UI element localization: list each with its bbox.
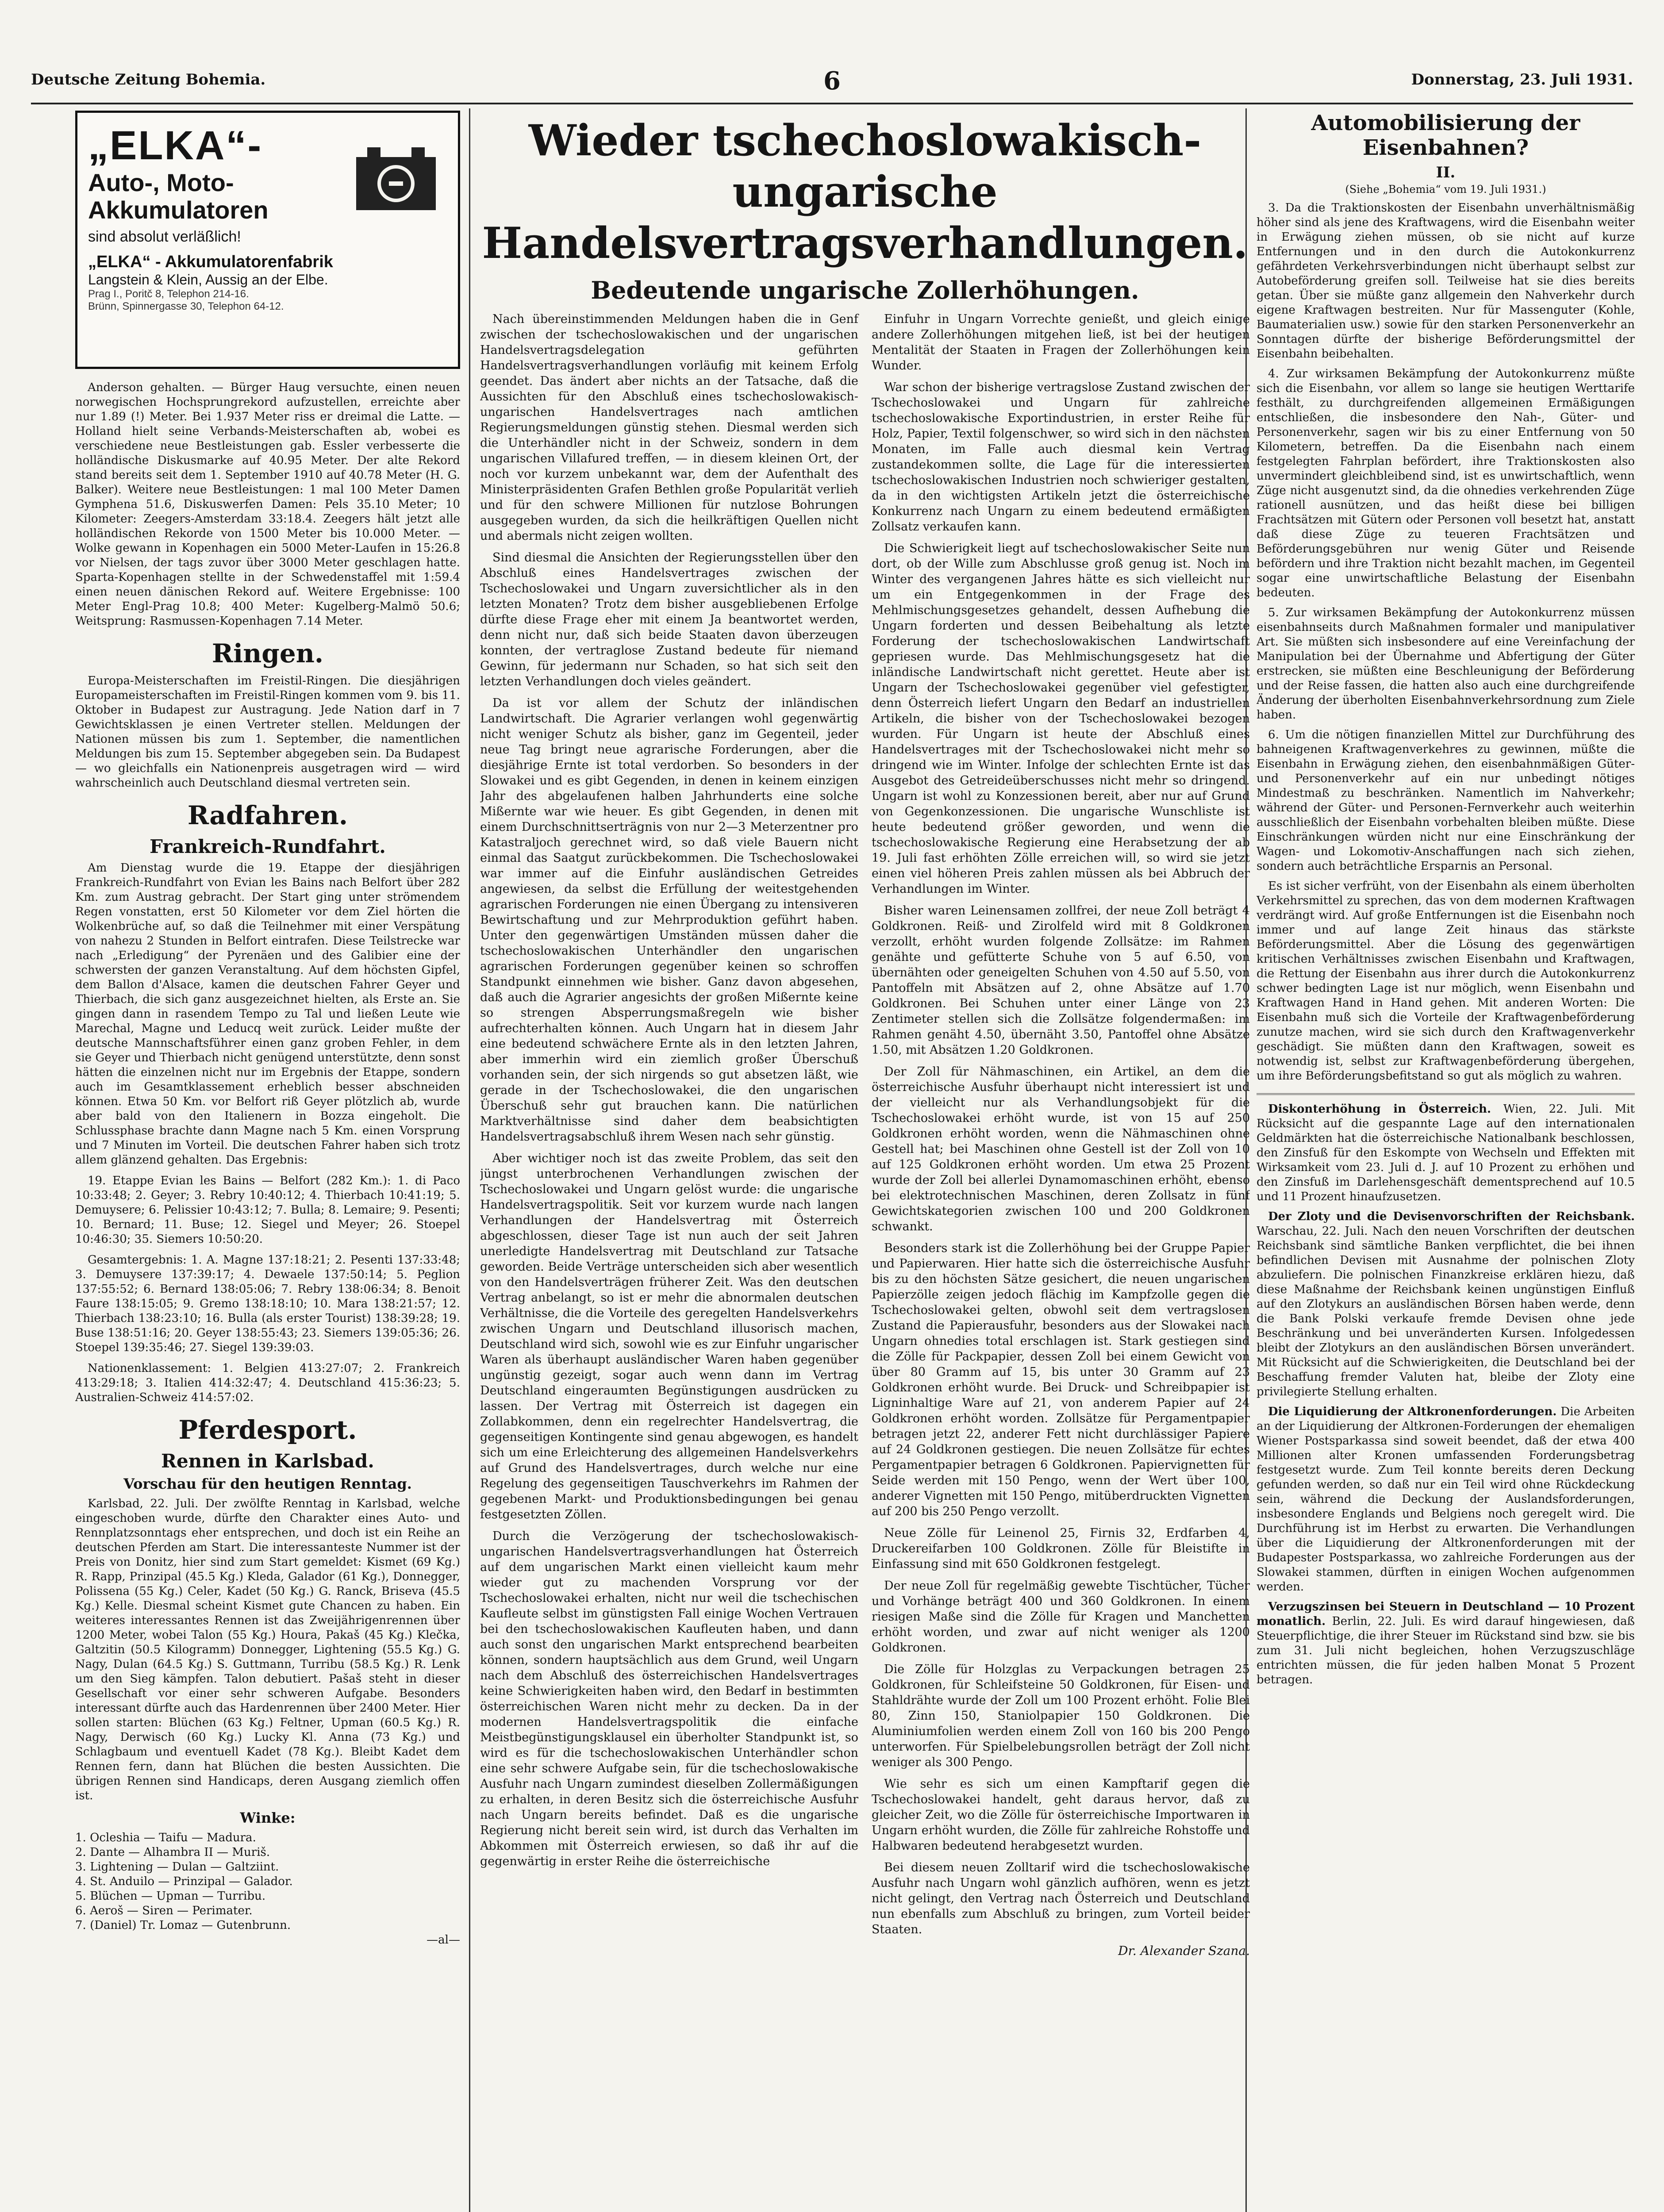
winke-list [75,1831,460,1947]
battery-icon [352,139,440,215]
column-divider [469,108,470,2212]
winke-item: 7. (Daniel) Tr. Lomaz — Gutenbrunn. [75,1919,291,1932]
news-item [1257,1405,1635,1594]
main-article-right [872,311,1250,1958]
article-paragraph: Einfuhr in Ungarn Vorrechte genießt, und gleich einige andere Zollerhöhungen mitgehen ließ, ist bei der heutigen Mentalität der Staaten in Fragen der Zollerhöhungen kein Wunder. [872,312,1250,373]
winke-headline: Winke: [240,1809,296,1826]
ad-line-1: Auto-, Moto- [88,169,234,196]
rennen-article: Karlsbad, 22. Juli. Der zwölfte Renntag in Karlsbad, welche eingeschoben wurde, dürfte den Charakter eines Auto- und Rennplatzsonntags eher entsprechen, und doch ist ein Reihe an deutschen Pferden am Start. Die interessanteste Nummer ist der Preis von Donitz, hier sind zum Start gemeldet: Kismet (69 Kg.) R. Rapp, Prinzipal (45.5 Kg.) Kleda, Galador (61 Kg.), Donnegger, Polissena (55 Kg.) Celer, Kadet (50 Kg.) G. Ranck, Briseva (45.5 Kg.) Kelle. Diesmal scheint Kismet gute Chancen zu haben. Ein weiteres interessantes Rennen ist das Zweijährigenrennen über 1200 Meter, wobei Talon (55 Kg.) Houra, Pakaš (45 Kg.) Klečka, Galtzitin (50.5 Kilogramm) Donnegger, Lightening (55.5 Kg.) G. Nagy, Dulan (64.5 Kg.) S. Guttmann, Turribu (58.5 Kg.) R. Lenk um den Sieg kämpfen. Talon debutiert. Pašaš steht in dieser Gesellschaft vor einer sehr schweren Aufgabe. Besonders interessant dürfte auch das Hardenrennen über 2400 Meter. Hier sollen starten: Blüchen (63 Kg.) Feltner, Upman (60.5 Kg.) R. Nagy, Derwisch (60 Kg.) Lucky Kl. Anna (73 Kg.) und Schlagbaum und eventuell Kadet (78 Kg.). Bleibt Kadet dem Rennen fern, dann hat Blüchen die besten Aussichten. Die übrigen Rennen sind Handicaps, deren Ausgang ziemlich offen ist. [75,1497,460,1802]
winke-item: 1. Ocleshia — Taifu — Madura. [75,1831,256,1844]
article-reference-note: (Siehe „Bohemia“ vom 19. Juli 1931.) [1345,183,1546,196]
main-subheadline: Bedeutende ungarische Zollerhöhungen. [591,276,1139,304]
news-item-title: Verzugszinsen bei Steuern in Deutschland — 10 Prozent monatlich. [1257,1600,1635,1628]
winke-signature: —al— [427,1933,460,1947]
ad-brand: „ELKA“- [88,123,263,168]
main-headline [480,115,1250,269]
main-headline-line-2: Handelsvertragsverhandlungen. [482,218,1248,268]
ringen-article: Europa-Meisterschaften im Freistil-Ringen. Die diesjährigen Europameisterschaften im Freistil-Ringen kommen vom 9. bis 11. Oktober in Budapest zur Austragung. Jede Nation darf in 7 Gewichtsklassen je einen Vertreter stellen. Meldungen der Nationen müssen bis zum 1. September, die namentlichen Meldungen bis zum 15. September abgegeben sein. Da Budapest — wo gleichfalls ein Nationenpreis ausgetragen wird — wird wahrscheinlich auch Deutschland diesmal vertreten sein. [75,674,460,790]
ad-branch-2: Brünn, Spinnergasse 30, Telephon 64-12. [88,300,284,312]
main-article-column [480,111,1250,2212]
rennen-headline: Rennen in Karlsbad. [161,1450,374,1472]
masthead-rule [31,103,1633,104]
issue-date: Donnerstag, 23. Juli 1931. [1411,71,1633,88]
frankreich-article: Am Dienstag wurde die 19. Etappe der diesjährigen Frankreich-Rundfahrt von Evian les Bains nach Belfort über 282 Km. zum Austrag gebracht. Der Start ging unter strömendem Regen vonstatten, erst 50 Kilometer vor dem Ziel hörten die Wolkenbrüche auf, so daß die Teilnehmer mit einer Verspätung von nahezu 2 Stunden in Belfort eintrafen. Diese Teilstrecke war nach „Erledigung“ der Pyrenäen und des Galibier eine der schwersten der ganzen Veranstaltung. Auf dem höchsten Gipfel, dem Ballon d'Alsace, kamen die deutschen Fahrer Geyer und Thierbach, die sich ganz ausgezeichnet hielten, als Erste an. Sie gingen dann in rasendem Tempo zu Tal und ließen Leute wie Marechal, Magne und Leducq weit zurück. Leider mußte der deutsche Mannschaftsführer einen ganz groben Fehler, in dem sie Geyer und Thierbach nicht genügend unterstützte, denn sonst hätten die einzelnen nicht nur im Ergebnis der Etappe, sondern auch im Gesamtklassement erheblich besser abschneiden können. Etwa 50 Km. vor Belfort riß Geyer plötzlich ab, wurde aber bald von den Italienern in Bozza eingeholt. Die Schlussphase brachte dann Magne nach 5 Km. einen Vorsprung und 7 Minuten im Vorteil. Die deutschen Fahrer haben sich trotz allem glänzend gehalten. Das Ergebnis: [75,861,460,1167]
news-item-text: Wien, 22. Juli. Mit Rücksicht auf die gespannte Lage auf den internationalen Geldmärkten hat die österreichische Nationalbank beschlossen, den Zinsfuß für den Eskompte von Wechseln und Effekten mit Wirksamkeit vom 23. Juli d. J. auf 10 Prozent zu erhöhen und den Zinsfuß im Darlehensgeschäft dementsprechend auf 10.5 und 11 Prozent hinaufzusetzen. [1257,1102,1635,1203]
article-paragraph: Die Zölle für Holzglas zu Verpackungen betragen 25 Goldkronen, für Schleifsteine 50 Goldkronen, für Eisen- und Stahldrähte wurde der Zoll um 100 Prozent erhöht. Folie Blei 80, Zinn 150, Staniolpapier 150 Goldkronen. Die Aluminiumfolien werden einem Zoll von 160 bis 200 Pengo unterworfen. Für Spielbelebungsrollen beträgt der Zoll nicht weniger als 300 Pengo. [872,1663,1250,1769]
eisenbahn-headline: Automobilisierung der Eisenbahnen? [1311,111,1580,160]
etappe-result: 19. Etappe Evian les Bains — Belfort (282 Km.): 1. di Paco 10:33:48; 2. Geyer; 3. Rebry 10:40:12; 4. Thierbach 10:41:19; 5. Demuysere; 6. Pelissier 10:43:12; 7. Bulla; 8. Lemaire; 9. Pesenti; 10. Bernard; 11. Buse; 12. Siegel und Meyer; 26. Stoepel 10:46:30; 35. Siemers 10:50:20. [75,1174,460,1246]
news-item [1257,1600,1635,1687]
eisenbahn-paragraph: 6. Um die nötigen finanziellen Mittel zur Durchführung des bahneigenen Kraftwagenverkehres zu gewinnen, müßte die Eisenbahn in Erwägung ziehen, den eisenbahnmäßigen Güter- und Personenverkehr auf ein nur unbedingt nötiges Mindestmaß zu beschränken. Namentlich im Nahverkehr; während der Güter- und Personen-Fernverkehr auch weiterhin ausschließlich der Eisenbahn vorbehalten bleiben müßte. Diese Einschränkungen würden nicht nur eine Einschränkung der Wagen- und Lokomotiv-Anschaffungen nach sich ziehen, sondern auch beträchtliche Ersparnis an Personal. [1257,728,1635,873]
article-byline: Dr. Alexander Szana. [1118,1943,1250,1958]
nationen-result: Nationenklassement: 1. Belgien 413:27:07; 2. Frankreich 413:29:18; 3. Italien 414:32:47; 4. Deutschland 415:36:23; 5. Australien-Schweiz 414:57:02. [75,1362,460,1404]
ad-branch-1: Prag I., Poritč 8, Telephon 214-16. [88,288,249,300]
ad-line-2: Akkumulatoren [88,196,269,224]
section-ringen: Ringen. [211,638,324,668]
frankreich-headline: Frankreich-Rundfahrt. [150,836,386,857]
article-paragraph: Besonders stark ist die Zollerhöhung bei der Gruppe Papier und Papierwaren. Hier hatte sich die österreichische Ausfuhr bis zu den höchsten Sätze gesichert, die neuen ungarischen Papierzölle zeigen jedoch flächig im Kampfzolle gegen die Tschechoslowakei gelten, obwohl seit dem vertragslosen Zustand die Papierausfuhr, besonders aus der Slowakei nach Ungarn ohnedies total erschlagen ist. Stark gestiegen sind die Zölle für Packpapier, dessen Zoll bei einem Gewicht von über 80 Gramm auf 15, bis unter 30 Gramm auf 23 Goldkronen erhöht wurde. Bei Druck- und Schreibpapier ist Ligninhaltige Ware auf 21, von anderem Papier auf 24 Goldkronen erhöht worden. Zollsätze für Pergamentpapier betragen jetzt 22, anderer Fett nicht durchlässiger Papiere auf 24 Goldkronen gestiegen. Die neuen Zollsätze für echtes Pergamentpapier betragen 6 Goldkronen. Papiervignetten für Seide werden mit 150 Pengo, wenn der Wert über 100, anderer Vignetten mit 150 Pengo, mitüberdruckten Vignetten auf 200 bis 250 Pengo verzollt. [872,1241,1250,1518]
article-paragraph: Der neue Zoll für regelmäßig gewebte Tischtücher, Tücher und Vorhänge beträgt 400 und 360 Goldkronen. In einem riesigen Maße sind die Zölle für Kragen und Manchetten erhöht worden, und zwar auf nicht weniger als 1200 Goldkronen. [872,1579,1250,1655]
news-item [1257,1210,1635,1399]
article-paragraph: Aber wichtiger noch ist das zweite Problem, das seit den jüngst unterbrochenen Verhandlungen zwischen der Tschechoslowakei und Ungarn gelöst wurde: die ungarische Handelsvertragspolitik. Seit vor kurzem wurde nach langen Verhandlungen der Handelsvertrag mit Österreich abgeschlossen, dieser Tage ist nun auch der seit Jahren unerledigte Handelsvertrag mit Deutschland zur Tatsache geworden. Beide Verträge unterscheiden sich aber wesentlich von den Handelsverträgen früherer Zeit. Was den deutschen Vertrag anbelangt, so ist er mehr die abnormalen deutschen Verhältnisse, die die Vorteile des geregelten Handelsverkehrs zwischen Ungarn und Deutschland illusorisch machen, Deutschland wird sich, sowohl wie es zur Einfuhr ungarischer Waren als überhaupt ausländischer Waren haben gegenüber ungünstig gezeigt, sogar auch wenn dann im Vertrag Deutschland eingeraumten Begünstigungen ausdrücken zu lassen. Der Vertrag mit Österreich ist dagegen ein Zollabkommen, denn ein regelrechter Handelsvertrag, die gegenseitigen Kontingente sind genau abgewogen, es handelt sich um eine Erleichterung des allgemeinen Handelsverkehrs auf Grund des Handelsvertrages, durch welche nur eine Regelung des gegenseitigen Tauschverkehrs im Rahmen der gegebenen Markt- und Produktionsbedingungen bei genau festgesetzten Zöllen. [480,1152,858,1521]
section-pferdesport: Pferdesport. [178,1415,357,1445]
main-article-body [480,311,1250,1958]
news-item-title: Diskonterhöhung in Österreich. [1268,1102,1491,1116]
article-paragraph: Nach übereinstimmenden Meldungen haben die in Genf zwischen der tschechoslowakischen und der ungarischen Handelsvertragsdelegation geführten Handelsvertragsverhandlungen vorläufig mit keinem Erfolg geendet. Das ändert aber nichts an der Tatsache, daß die Aussichten für den Abschluß eines tschechoslowakisch-ungarischen Handelsvertrages nach amtlichen Regierungsmeldungen günstig stehen. Diesmal werden sich die Unterhändler nicht in der Schweiz, sondern in dem ungarischen Villafured treffen, — in diesem kleinen Ort, der noch vor kurzem unbekannt war, dem der Aufenthalt des Ministerpräsidenten Grafen Bethlen große Popularität verlieh und für den schwere Millionen für nutzlose Bohrungen ausgegeben wurden, da sich die heilkräftigen Quellen nicht und abermals nicht zeigen wollten. [480,312,858,543]
winke-item: 3. Lightening — Dulan — Galtziint. [75,1860,279,1874]
article-paragraph: Bisher waren Leinensamen zollfrei, der neue Zoll beträgt 4 Goldkronen. Reiß- und Zirolfeld wird mit 8 Goldkronen verzollt, erhöht wurden folgende Zollsätze: im Rahmen genähte und gefütterte Schuhe von 5 auf 6.50, von übernähten oder geneigelten Schuhen von 4.50 auf 5.50, von Pantoffeln mit Absätzen auf 2, ohne Absätze auf 1.70 Goldkronen. Bei Schuhen unter einer Länge von 23 Zentimeter stellen sich die Zollsätze folgendermaßen: im Rahmen genäht 4.50, übernäht 3.50, Pantoffel ohne Absätze 1.50, mit Absätzen 1.20 Goldkronen. [872,904,1250,1057]
article-paragraph: War schon der bisherige vertragslose Zustand zwischen der Tschechoslowakei und Ungarn für zahlreiche tschechoslowakische Exportindustrien, in erster Reihe für Holz, Papier, Textil folgenschwer, so wird sich in den nächsten Monaten, im Falle auch diesmal kein Vertrag zustandekommen sollte, die Lage für die interessierten tschechoslowakischen Industrien noch schwieriger gestalten, da in den wichtigsten Artikeln jetzt die österreichische Konkurrenz nach Ungarn zu einem bedeutend ermäßigten Zollsatz verkaufen kann. [872,380,1250,534]
news-item-text: Warschau, 22. Juli. Nach den neuen Vorschriften der deutschen Reichsbank sind sämtliche Banken verpflichtet, die bei ihnen befindlichen Devisen mit Ausnahme der polnischen Zloty abzuliefern. Die polnischen Finanzkreise erklären hiezu, daß diese Maßnahme der Reichsbank keinen ungünstigen Einfluß auf den Zlotykurs an ausländischen Börsen haben werde, denn die Bank Polski verkaufe fremde Devisen ohne jede Beschränkung und bei unveränderten Kursen. Infolgedessen bleibt der Zlotykurs an den ausländischen Börsen unverändert. Mit Rücksicht auf die Schwierigkeiten, die Deutschland bei der Beschaffung fremder Valuten hat, bleibe der Zloty eine privilegierte Stellung erhalten. [1257,1225,1635,1398]
eisenbahn-paragraph: Es ist sicher verfrüht, von der Eisenbahn als einem überholten Verkehrsmittel zu sprechen, das von dem modernen Kraftwagen verdrängt wird. Auf große Entfernungen ist die Eisenbahn noch immer und auf lange Zeit hinaus das stärkste Beförderungsmittel. Aber die Lösung des gegenwärtigen kritischen Verhältnisses zwischen Eisenbahn und Kraftwagen, die Rettung der Eisenbahn aus ihrer durch die Autokonkurrenz schwer bedingten Lage ist nur möglich, wenn Eisenbahn und Kraftwagen Hand in Hand gehen. Mit anderen Worten: Die Eisenbahn muß sich die Vorteile der Kraftwagenbeförderung zunutze machen, wird sie sich durch den Kraftwagenverkehr geschädigt. Sie müßten dann den Kraftwagen, soweit es notwendig ist, selbst zur Kraftwagenbeförderung übergehen, um ihre Beförderungsbefitstand so gut als möglich zu wahren. [1257,879,1635,1083]
section-divider [1257,1093,1635,1095]
masthead [31,66,1633,102]
article-paragraph: Bei diesem neuen Zolltarif wird die tschechoslowakische Ausfuhr nach Ungarn wohl gänzlich aufhören, wenn es jetzt nicht gelingt, den Vertrag nach Österreich und Deutschland nun ebenfalls zum Abschluß zu bringen, zum Vorteil beider Staaten. [872,1861,1250,1936]
left-column [75,111,460,2212]
vorschau-headline: Vorschau für den heutigen Renntag. [123,1475,412,1492]
winke-item: 6. Aeroš — Siren — Perimater. [75,1904,253,1917]
eisenbahn-paragraph: 4. Zur wirksamen Bekämpfung der Autokonkurrenz müßte sich die Eisenbahn, vor allem so lange sie heutigen Werttarife festhält, zu durchgreifenden allgemeinen Ermäßigungen entschließen, die insbesondere den Nah-, Güter- und Personenverkehr, sagen wir bis zu einer Entfernung von 50 Kilometern, betreffen. Da die Eisenbahn nach einem festgelegten Fahrplan befördert, ihre Traktionskosten also unvermindert gleichbleibend sind, ist es unwirtschaftlich, wenn Züge nicht ausgenutzt sind, da die ohnedies verkehrenden Züge rationell ausnützen, und das heißt diese bei billigen Frachtsätzen mit Gütern oder Personen voll besetzt hat, anstatt daß diese Züge zu teueren Frachtsätzen und Beförderungsgebühren nur wenig Güter und Reisende befördern und ihre Traktion nicht bezahlt machen, im Gegenteil sogar eine unwirtschaftliche Belastung der Eisenbahn bedeuten. [1257,367,1635,599]
main-article-left [480,311,858,1958]
article-paragraph: Durch die Verzögerung der tschechoslowakisch-ungarischen Handelsvertragsverhandlungen hat Österreich auf dem ungarischen Markt einen vielleicht kaum mehr wieder gut zu machenden Vorsprung vor der Tschechoslowakei erhalten, nicht nur weil die tschechischen Kaufleute selbst im günstigsten Fall einige Wochen Vertrauen bei den tschechoslowakischen Kaufleuten haben, und dann auch sonst den ungarischen Markt entsprechend bearbeiten können, sondern hauptsächlich aus dem Grund, weil Ungarn nach dem Abschluß des österreichischen Handelsvertrages keine Schwierigkeiten haben wird, den Bedarf in bestimmten österreichischen Waren nicht mehr zu decken. Da in der modernen Handelsvertragspolitik die einfache Meistbegünstigungsklausel ein überholter Standpunkt ist, so wird es für die tschechoslowakischen Unterhändler schon eine sehr schwere Aufgabe sein, für die tschechoslowakische Ausfuhr nach Ungarn zumindest dieselben Zollermäßigungen zu erhalten, in deren Besitz sich die österreichische Ausfuhr nach Ungarn bereits befindet. Daß es die ungarische Regierung nicht bereit sein wird, ist durch das Verhalten im Abkommen mit Österreich erwiesen, so daß ihr auf die gegenwärtig in erster Reihe die österreichische [480,1529,858,1868]
ad-firm: „ELKA“ - Akkumulatorenfabrik [88,253,333,271]
elka-advertisement [75,111,460,369]
eisenbahn-paragraph: 5. Zur wirksamen Bekämpfung der Autokonkurrenz müssen eisenbahnseits durch Maßnahmen formaler und manipulativer Art. Sie müßten sich insbesondere auf eine Vereinfachung der Manipulation bei der Übernahme und Abfertigung der Güter erstrecken, sie müßten eine Beschleunigung der Beförderung und der Reise fassen, die hatten also auch eine durchgreifende Änderung der überholten Eisenbahnverkehrsordnung zum Ziele haben. [1257,606,1635,722]
page-number: 6 [823,66,841,96]
article-paragraph: Wie sehr es sich um einen Kampftarif gegen die Tschechoslowakei handelt, geht daraus hervor, daß zu gleicher Zeit, wo die Zölle für österreichische Importwaren in Ungarn erhöht wurden, die Zölle für zahlreiche Rohstoffe und Halbwaren bedeutend herabgesetzt wurden. [872,1777,1250,1853]
winke-item: 4. St. Anduilo — Prinzipal — Galador. [75,1875,293,1888]
article-part-number: II. [1436,164,1456,181]
ad-tagline: sind absolut verläßlich! [88,228,241,245]
article-paragraph: Der Zoll für Nähmaschinen, ein Artikel, an dem die österreichische Ausfuhr überhaupt nicht interessiert ist und der vielleicht nur als Verhandlungsobjekt für die Tschechoslowakei erhöht wurde, ist von 15 auf 250 Goldkronen erhöht worden, wenn die Nähmaschinen ohne Gestell hat; bei Maschinen ohne Gestell ist der Zoll von 10 auf 125 Goldkronen erhöht worden. Um etwa 25 Prozent wurde der Zoll bei allerlei Dynamomaschinen erhöht, ebenso bei elektrotechnischen Maschinen, deren Zollsatz in fünf Gewichtskategorien zwischen 100 und 200 Goldkronen schwankt. [872,1065,1250,1233]
eisenbahn-paragraph: 3. Da die Traktionskosten der Eisenbahn unverhältnismäßig höher sind als jene des Kraftwagens, wird die Eisenbahn weiter in Erwägung ziehen müssen, ob sie nicht auf kurze Entfernungen und in den durch die Autokonkurrenz gefährdeten Verkehrsverbindungen nicht überhaupt selbst zur Autobeförderung greifen soll. Teilweise hat sie dies bereits getan. Über sie müßte ganz allgemein den Nahverkehr durch eigene Kraftwagen bestreiten. Nur für Massenguter (Kohle, Baumaterialien usw.) sowie für den starken Personenverkehr an Sonntagen dürfte der bisherige Beförderungsmittel der Eisenbahn beibehalten. [1257,201,1635,361]
news-item-text: Berlin, 22. Juli. Es wird darauf hingewiesen, daß Steuerpflichtige, die ihrer Steuer im Rückstand sind bzw. sie bis zum 31. Juli nicht begleichen, hohen Verzugszuschläge entrichten müssen, die für jeden halben Monat 5 Prozent betragen. [1257,1615,1635,1686]
news-item-title: Die Liquidierung der Altkronenforderungen. [1268,1405,1557,1418]
news-item [1257,1102,1635,1204]
right-column [1257,111,1635,2212]
winke-item: 2. Dante — Alhambra II — Muriš. [75,1846,270,1859]
athletics-article: Anderson gehalten. — Bürger Haug versuchte, einen neuen norwegischen Hochsprungrekord aufzustellen, erreichte aber nur 1.89 (!) Meter. Bei 1.937 Meter riss er dreimal die Latte. — Holland hielt seine Verbands-Meisterschaften ab, wobei es verschiedene neue Bestleistungen gab. Essler verbesserte die holländische Diskusmarke auf 40.95 Meter. Der alte Rekord stand bereits seit dem 1. September 1910 auf 40.78 Meter (H. G. Balker). Weitere neue Bestleistungen: 1 mal 100 Meter Damen Gymphena 51.6, Diskuswerfen Damen: Pels 35.10 Meter; 10 Kilometer: Zeegers-Amsterdam 33:18.4. Zeegers hält jetzt alle holländischen Rekorde von 1500 Meter bis 10.000 Meter. — Wolke gewann in Kopenhagen ein 5000 Meter-Laufen in 15:26.8 vor Nielsen, der tags zuvor über 3000 Meter geschlagen hatte. Sparta-Kopenhagen stellte in der Schwedenstaffel mit 1:59.4 einen neuen dänischen Rekord auf. Weitere Ergebnisse: 100 Meter Engl-Prag 10.8; 400 Meter: Kugelberg-Malmö 50.6; Weitsprung: Rasmussen-Kopenhagen 7.14 Meter. [75,381,460,628]
main-headline-line-1: Wieder tschechoslowakisch-ungarische [528,115,1202,217]
article-paragraph: Die Schwierigkeit liegt auf tschechoslowakischer Seite nun dort, ob der Wille zum Abschlusse groß genug ist. Noch im Winter des vergangenen Jahres hätte es sich vielleicht nur um ein Entgegenkommen in der Frage des Mehlmischungsgesetzes gehandelt, dessen Aufhebung die Ungarn forderten und dessen Beibehaltung als letzte Forderung der tschechoslowakischen Landwirtschaft gepriesen wurde. Das Mehlmischungsgesetz hat die inländische Landwirtschaft nicht gerettet. Heute aber ist Ungarn der Tschechoslowakei gegenüber viel gefestigter, denn Österreich liefert Ungarn den Bedarf an industriellen Artikeln, die bisher von der Tschechoslowakei bezogen wurden. Für Ungarn ist heute der Abschluß eines Handelsvertrages mit der Tschechoslowakei nicht mehr so dringend wie im Winter. Infolge der schlechten Ernte ist das Ausgebot des Getreideüberschusses nicht mehr so dringend. Ungarn ist wohl zu Konzessionen bereit, aber nur auf Grund von Gegenkonzessionen. Die ungarische Wunschliste ist heute bedeutend größer geworden, und wenn die tschechoslowakische Regierung eine Herabsetzung der ab 19. Juli fast erhöhten Zölle erreichen will, so wird sie jetzt einen viel höheren Preis zahlen müssen als bei Abbruch der Verhandlungen im Winter. [872,541,1250,896]
paper-name: Deutsche Zeitung Bohemia. [31,71,266,88]
winke-item: 5. Blüchen — Upman — Turribu. [75,1889,266,1903]
article-paragraph: Da ist vor allem der Schutz der inländischen Landwirtschaft. Die Agrarier verlangen wohl gegenwärtig nicht weniger Schutz als bisher, ganz im Gegenteil, jeder neue Tag bringt neue agrarische Forderungen, aber die diesjährige Ernte ist total verdorben. So besonders in der Slowakei und es gibt Gegenden, in denen in keinem einzigen Jahr des abgelaufenen halben Jahrhunderts eine solche Mißernte war wie heuer. Es gibt Gegenden, in denen mit einem Durchschnittserträgnis von nur 2—3 Meterzentner pro Katastraljoch gerechnet wird, so daß viele Bauern nicht einmal das Saatgut zurückbekommen. Die Tschechoslowakei war immer auf die Einfuhr ausländischen Getreides angewiesen, da selbst die Erfüllung der weitestgehenden agrarischen Forderungen nie einen Übergang zu intensiveren Bewirtschaftung und zur Mehrproduktion geführt haben. Unter den gegenwärtigen Umständen müssen daher die tschechoslowakischen Unterhändler den ungarischen agrarischen Forderungen gegenüber keinen so schroffen Standpunkt einnehmen wie bisher. Ganz davon abgesehen, daß auch die Agrarier angesichts der großen Mißernte keine so strengen Absperrungsmaßregeln wie bisher aufrechterhalten können. Auch Ungarn hat in diesem Jahr eine bedeutend schwächere Ernte als in den letzten Jahren, aber immerhin wird ein ziemlich großer Überschuß vorhanden sein, der sich nirgends so gut absetzen läßt, wie gerade in der Tschechoslowakei, die den ungarischen Überschuß sehr gut brauchen kann. Die natürlichen Marktverhältnisse sind daher dem beabsichtigten Handelsvertragsabschluß ihrem Wesen nach sehr günstig. [480,696,858,1144]
article-paragraph: Neue Zölle für Leinenol 25, Firnis 32, Erdfarben 4, Druckereifarben 100 Goldkronen. Zölle für Bleistifte in Einfassung sind mit 650 Goldkronen festgelegt. [872,1526,1250,1571]
article-paragraph: Sind diesmal die Ansichten der Regierungsstellen über den Abschluß eines Handelsvertrages zwischen der Tschechoslowakei und Ungarn zuversichtlicher als in den letzten Monaten? Trotz dem bisher ausgebliebenen Erfolge dürfte diese Frage eher mit einem Ja beantwortet werden, denn nicht nur, daß sich beide Staaten davon überzeugen konnten, der vertraglose Zustand bedeute für niemand Gewinn, für jedermann nur Schaden, so hat sich seit den letzten Verhandlungen doch vieles geändert. [480,551,858,688]
news-item-title: Der Zloty und die Devisenvorschriften der Reichsbank. [1268,1210,1635,1223]
ad-address: Langstein & Klein, Aussig an der Elbe. [88,272,328,288]
news-item-text: Die Arbeiten an der Liquidierung der Altkronen-Forderungen der ehemaligen Wiener Postsparkassa sind soweit beendet, daß der etwa 400 Millionen alter Kronen umfassenden Forderungsbetrag festgesetzt wurde. Zum Teil konnte bereits deren Deckung gefunden werden, so daß nur ein Teil wird ohne Rückdeckung sein, während die Deckung der Auslandsforderungen, insbesondere Englands und Belgiens noch geregelt wird. Die Durchführung ist im Herbst zu erwarten. Die Verhandlungen über die Liquidierung der Altkronenforderungen mit der Budapester Postsparkassa, wo zahlreiche Forderungen aus der Slowakei stammen, dürften in einigen Wochen aufgenommen werden. [1257,1405,1635,1594]
gesamt-result: Gesamtergebnis: 1. A. Magne 137:18:21; 2. Pesenti 137:33:48; 3. Demuysere 137:39:17; 4. Dewaele 137:50:14; 5. Peglion 137:55:52; 6. Bernard 138:05:06; 7. Rebry 138:06:34; 8. Benoit Faure 138:15:05; 9. Gremo 138:18:10; 10. Mara 138:21:57; 12. Thierbach 138:23:10; 16. Bulla (als erster Tourist) 138:39:28; 19. Buse 138:51:16; 20. Geyer 138:55:43; 23. Siemers 139:05:36; 26. Stoepel 139:35:46; 27. Siegel 139:39:03. [75,1253,460,1354]
section-radfahren: Radfahren. [187,800,348,830]
